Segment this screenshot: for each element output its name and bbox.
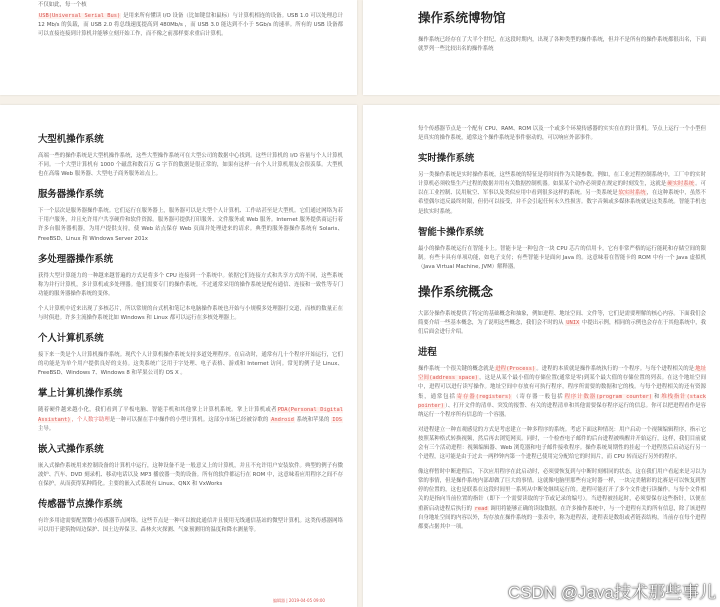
body-span: 像这样暂时中断进程后，下次应用程序在此启动时，必须要恢复到与中断时刻相同的状态，这在我们用户看起来是习以为常的事情，但是操作系统内部却做了巨大的事情。这就像电脑里那些有定时器一样，一块完美精彩的比赛是可以恢复到暂停的位置的，这也是联系在这段时间里一系列从中断处继续运行的。进程可能打开了多个文件进行读操作。与每个文件相关的是指向当前位置的指针（即下一个需要读取的字节或记录的编号）。当进程被挂起时，必须要保存这些指针，以便在重新启动进程后执行的 (418, 469, 706, 512)
section-body: 嵌入式操作系统用来控制设备的计算机中运行，这种设备不是一般意义上的计算机，并且不允许用户安装软件。典型的例子有微波炉、汽车、DVD 刻录机、移动电话以及 MP3 播放器一类的设备。所有的软件都运行在 ROM 中，这意味着应用程序之间不存在保护，从而获得某种简化。主要的嵌入式系统有 Linux、QNX 和 VxWorks (38, 462, 343, 487)
watermark: CSDN @Java技术那些事儿 (507, 583, 716, 602)
section-heading: 智能卡操作系统 (418, 226, 484, 238)
body-span: 系统和苹果的 (296, 416, 330, 423)
body-span: ，这是从某个最小值的存储位置(通常是零)到某个最大值的存储位置的列表。在这个地址空间中，进程可以进行读写操作。地址空间中存放有可执行程序，程序所需要的数据和它的栈。与每个进程相关的还有资源集，通常包括 (418, 375, 706, 400)
lead-span: 不仅如此，每一个核 (38, 2, 87, 8)
section-body: 高端一些的操作系统是大型机操作系统，这些大型操作系统可在大型公司的数据中心找到。这些计算机的 I/O 容量与个人计算机不同。一个大型计算机有 1000 个磁盘和数百万 G 字节的数据是很正常的，如果有这样一台个人计算机朋友会很羡慕。大型机也在高端 Web 服务器、大型电子商务服务站点上。 (38, 153, 343, 178)
body-span: 。可以在工业控制、民用航空、军事以及类似应用中看到很多这样的系统。另一类系统是 (418, 181, 706, 197)
section-body: 有许多用途需要配置微小传感器节点网络。这些节点是一种可以彼此通信并且使用无线通信基站的微型计算机。这类传感器网络可以用于建筑物周边保护、国土边界保卫、森林火灾探测、气象预测用的温度和降水测量等。 (38, 517, 343, 534)
body-span: ，在这种系统中，虽然不希望偶尔违反最终时限，但仍可以接受，并不会引起任何永久性损害。数字音频或多媒体系统就是这类系统。智能手机也是软实时系统。 (418, 190, 706, 215)
lead-text (38, 1, 343, 10)
section-heading: 嵌入式操作系统 (38, 443, 104, 455)
stack-pointer-term: 堆栈指针(stack pointer) (418, 393, 706, 409)
pda-tail: ，个人数字助理 (71, 416, 110, 423)
address-space-term: 地址空间(address space) (418, 366, 706, 382)
process-paragraph-2: 对进程建立一种直观感觉的方式是考虑建立一种多程序的系统。考虑下面这种情况：用户启动一个视频编辑程序，指示它按照某种格式转换视频，然后再去浏览网页。同时，一个检查电子邮件的后台进程被唤醒并开始运行，这样，我们目前就会有三个活动进程：视频编辑器、Web 浏览器和电子邮件接收程序。操作系统周期性的挂起一个进程然后启动运行另一个进程，这可能是由于过去一两秒钟内第一个进程已使用完分配给它的时间片，而 CPU 转而运行另外的程序。 (418, 426, 706, 461)
section-body (418, 171, 706, 216)
page-bottom-right (363, 105, 720, 607)
usb-term: USB(Universal Serial Bus) (39, 13, 121, 20)
usb-paragraph (38, 12, 343, 39)
process-term: 进程(Process) (495, 366, 536, 373)
body-span: 随着硬件越来越小化，我们看到了平板电脑、智能手机和其他掌上计算机系统。掌上计算机或者 (38, 407, 277, 414)
process-paragraph-3 (418, 468, 706, 532)
page-bottom-left (0, 105, 357, 607)
pda-term: PDA(Personal Digital Assistant) (38, 407, 343, 423)
body-span: 大部分操作系统提供了特定的基础概念和抽象，例如进程、地址空间、文件等，它们是需要理解的核心内容。下面我们会简要介绍一些基本概念，为了说明这些概念，我们会不时的从 (418, 310, 706, 327)
body-span: 中提出示例，相同的示例也会存在于其他系统中，我们后面会进行介绍。 (418, 320, 706, 336)
concepts-title: 操作系统概念 (418, 283, 494, 299)
page-top-left (0, 0, 357, 95)
body-span: 调用将能够正确的读取数据。在许多操作系统中，与一个进程有关的所有信息，除了该进程自身地址空间的内容以外，均存放在操作系统的一张表中，称为进程表，进程表是数组或者链表结构，当前存在每个进程都要占据其中一项。 (418, 505, 706, 530)
section-heading: 进程 (418, 347, 437, 359)
section-body (38, 406, 343, 433)
body-span: ）、打开文件的清单、突发的报警、有关的进程清单和其他需要保存程序运行的信息。你可以把进程看作是容纳运行一个程序所有信息的一个容器。 (418, 402, 706, 418)
soft-realtime-term: 软实时系统 (618, 190, 646, 197)
tail-note: 编辑器 | 2019-04-05 09:00 (273, 598, 325, 603)
section-body: 接下来一类是个人计算机操作系统。现代个人计算机操作系统支持多道处理程序。在启动时，通常有几十个程序开始运行，它们的功能是为单个用户提供良好的支持。这类系统广泛用于字处理、电子表格、游戏和 Internet 访问。常见的例子是 Linux、FreeBSD、Windows 7、Windows 8 和苹果公司的 OS X 。 (38, 352, 343, 377)
section-body: 最小的操作系统运行在智能卡上。智能卡是一种包含一块 CPU 芯片的信用卡，它有非常严格的运行能耗和存储空间的限制。有些卡具有单项功能，如电子支付；有些智能卡是面向 Java 的。这意味着在智能卡的 ROM 中有一个 Java 虚拟机（Java Virtual Machine, JVM）解释器。 (418, 245, 706, 270)
body-span: 操作系统一个很关键的概念就是 (418, 366, 495, 373)
section-heading: 大型机操作系统 (38, 134, 104, 145)
program-counter-term: 程序计数器(program counter) (564, 393, 653, 400)
section-body: 下一个层次是服务器操作系统。它们运行在服务器上，服务器可以是大型个人计算机、工作站甚至是大型机。它们通过网络为若干用户服务，并且允许用户共享硬件和软件资源。服务器可提供打印服务、文件服务或 Web 服务。Internet 服务提供商运行着许多台服务器机器，为用户提供支持，使 Web 站点保存 Web 页面并处理进来的请求。典型的服务器操作系统有 Solaris、FreeBSD、Linux 和 Windows Server 201x (38, 208, 343, 242)
read-term: read (474, 505, 488, 512)
body-span: 主导。 (38, 425, 55, 432)
section-heading: 掌上计算机操作系统 (38, 388, 123, 400)
section-heading: 实时操作系统 (418, 153, 475, 165)
body-span: 和 (653, 393, 661, 400)
hard-realtime-term: 硬实时系统 (667, 181, 695, 188)
page-top-right (363, 0, 720, 95)
museum-title: 操作系统博物馆 (418, 10, 506, 25)
body-span: 是一种可以握在手中操作的小型计算机。这部分市场已经被谷歌的 (109, 416, 269, 423)
museum-text: 操作系统已经存在了大半个世纪，在这段时期内，出现了各种类型的操作系统，但并不是所有的操作系统都很出名，下面就罗列一些比较出名的操作系统 (418, 37, 706, 53)
concepts-intro (418, 310, 706, 337)
page-bottom-right-content (363, 105, 720, 532)
section-body: 个人计算机中近来出现了多核芯片，所以常规的台式机和笔记本电脑操作系统也开始与小规模多处理器打交道，而核的数量正在与时俱进。许多主流操作系统比如 Windows 和 Linux 都可以运行在多核处理器上。 (38, 305, 343, 322)
process-paragraph-1 (418, 365, 706, 420)
android-term: Android (271, 416, 294, 423)
unix-term: UNIX (566, 320, 580, 327)
body-span: 。进程的本质就是操作系统执行的一个程序。与每个进程相关的是 (536, 366, 695, 373)
sensor-intro: 每个传感器节点是一个配有 CPU、RAM、ROM 以及一个或多个环境传感器的实实在在的计算机。节点上运行一个小型但是真实的操作系统，通常这个操作系统是事件驱动的，可以响应外部事件。 (418, 126, 706, 142)
section-heading: 传感器节点操作系统 (38, 498, 123, 510)
body-span: （寄存器一般包括 (512, 393, 564, 400)
registers-term: 寄存器(registers) (456, 393, 512, 400)
section-body: 获得大型计算能力的一种越来越普遍的方式是将多个 CPU 连接到一个系统中。依据它们连接方式和共享方式的不同，这些系统称为并行计算机，多计算机或多处理器。他们需要专门的操作系统，不过通常采用的操作系统是配有通信、连接和一致性等专门功能的服务器操作系统的变体。 (38, 272, 343, 297)
usb-text: 是用来所有懂读 I/O 设备（比如键盘和鼠标）与计算机相连的设备。USB 1.0 可以处理总计 12 Mb/s 的负载，而 USB 2.0 将总线速度提高到 480Mb/s ，而 USB 3.0 能达到不小于 5Gb/s 的速率。所有的 USB 设备都可以直接连接到计算机并能够立刻开始工作，而不像之前那样要求重启计算机。 (38, 13, 343, 38)
page-top-left-content (0, 0, 357, 39)
section-heading: 多处理器操作系统 (38, 253, 114, 265)
page-top-right-content (363, 0, 720, 54)
ios-term: IOS (332, 416, 342, 423)
body-span: 另一类操作系统是实时操作系统，这些系统的特征是将时间作为关键参数。例如，在工业过程控制系统中，工厂中的实时计算机必须收集生产过程的数据并用有关数据控制机器。如果某个动作必须要在规定的时刻发生，这就是 (418, 172, 706, 188)
section-heading: 个人计算机系统 (38, 333, 104, 345)
page-bottom-left-content (0, 105, 357, 535)
section-heading: 服务器操作系统 (38, 189, 104, 201)
